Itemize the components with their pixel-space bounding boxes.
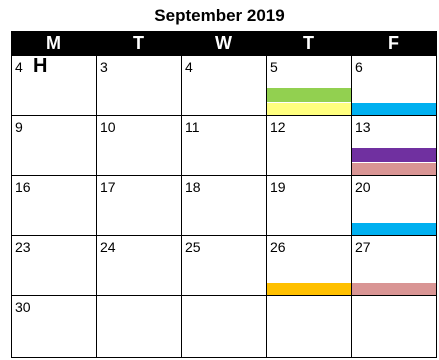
day-number: 12 — [270, 119, 286, 135]
day-number: 9 — [15, 119, 23, 135]
day-cell[interactable] — [266, 295, 352, 358]
day-number: 16 — [15, 179, 31, 195]
day-number: 27 — [355, 239, 371, 255]
day-cell[interactable] — [11, 55, 97, 118]
day-cell[interactable] — [96, 115, 182, 178]
day-cell[interactable] — [266, 235, 352, 298]
day-cell[interactable] — [11, 295, 97, 358]
day-cell[interactable] — [266, 175, 352, 238]
day-cell[interactable] — [11, 235, 97, 298]
day-number: 19 — [270, 179, 286, 195]
weekday-label: M — [46, 33, 61, 53]
day-cell[interactable] — [266, 55, 352, 118]
day-number: 5 — [270, 59, 278, 75]
calendar-title: September 2019 — [154, 6, 285, 25]
day-cell[interactable] — [351, 295, 437, 358]
event-bar[interactable] — [352, 148, 436, 162]
day-cell[interactable] — [96, 235, 182, 298]
day-number: 24 — [100, 239, 116, 255]
day-number: 17 — [100, 179, 116, 195]
day-number: 18 — [185, 179, 201, 195]
day-cell[interactable] — [96, 295, 182, 358]
day-cell[interactable] — [96, 175, 182, 238]
weekday-label: T — [303, 33, 314, 53]
calendar — [11, 31, 437, 358]
event-bar[interactable] — [267, 88, 351, 102]
day-cell[interactable] — [351, 115, 437, 178]
weekday-label: T — [133, 33, 144, 53]
day-number: 26 — [270, 239, 286, 255]
day-cell[interactable] — [351, 175, 437, 238]
calendar-grid — [11, 55, 437, 358]
day-number: 25 — [185, 239, 201, 255]
day-cell[interactable] — [181, 235, 267, 298]
day-number: 30 — [15, 299, 31, 315]
weekday-header — [11, 31, 437, 55]
day-cell[interactable] — [181, 295, 267, 358]
day-number: 10 — [100, 119, 116, 135]
day-cell[interactable] — [351, 55, 437, 118]
day-number: 6 — [355, 59, 363, 75]
day-number: 4 — [15, 59, 23, 75]
day-cell[interactable] — [266, 115, 352, 178]
day-number: 11 — [185, 119, 200, 135]
day-number: 3 — [100, 59, 108, 75]
day-cell[interactable] — [351, 235, 437, 298]
day-cell[interactable] — [11, 115, 97, 178]
day-cell[interactable] — [181, 115, 267, 178]
day-cell[interactable] — [181, 55, 267, 118]
day-number: 23 — [15, 239, 31, 255]
holiday-marker: H — [33, 55, 48, 77]
day-number: 20 — [355, 179, 371, 195]
day-cell[interactable] — [96, 55, 182, 118]
weekday-label: W — [215, 33, 232, 53]
day-number: 4 — [185, 59, 193, 75]
day-cell[interactable] — [11, 175, 97, 238]
weekday-label: F — [388, 33, 399, 53]
day-cell[interactable] — [181, 175, 267, 238]
day-number: 13 — [355, 119, 371, 135]
